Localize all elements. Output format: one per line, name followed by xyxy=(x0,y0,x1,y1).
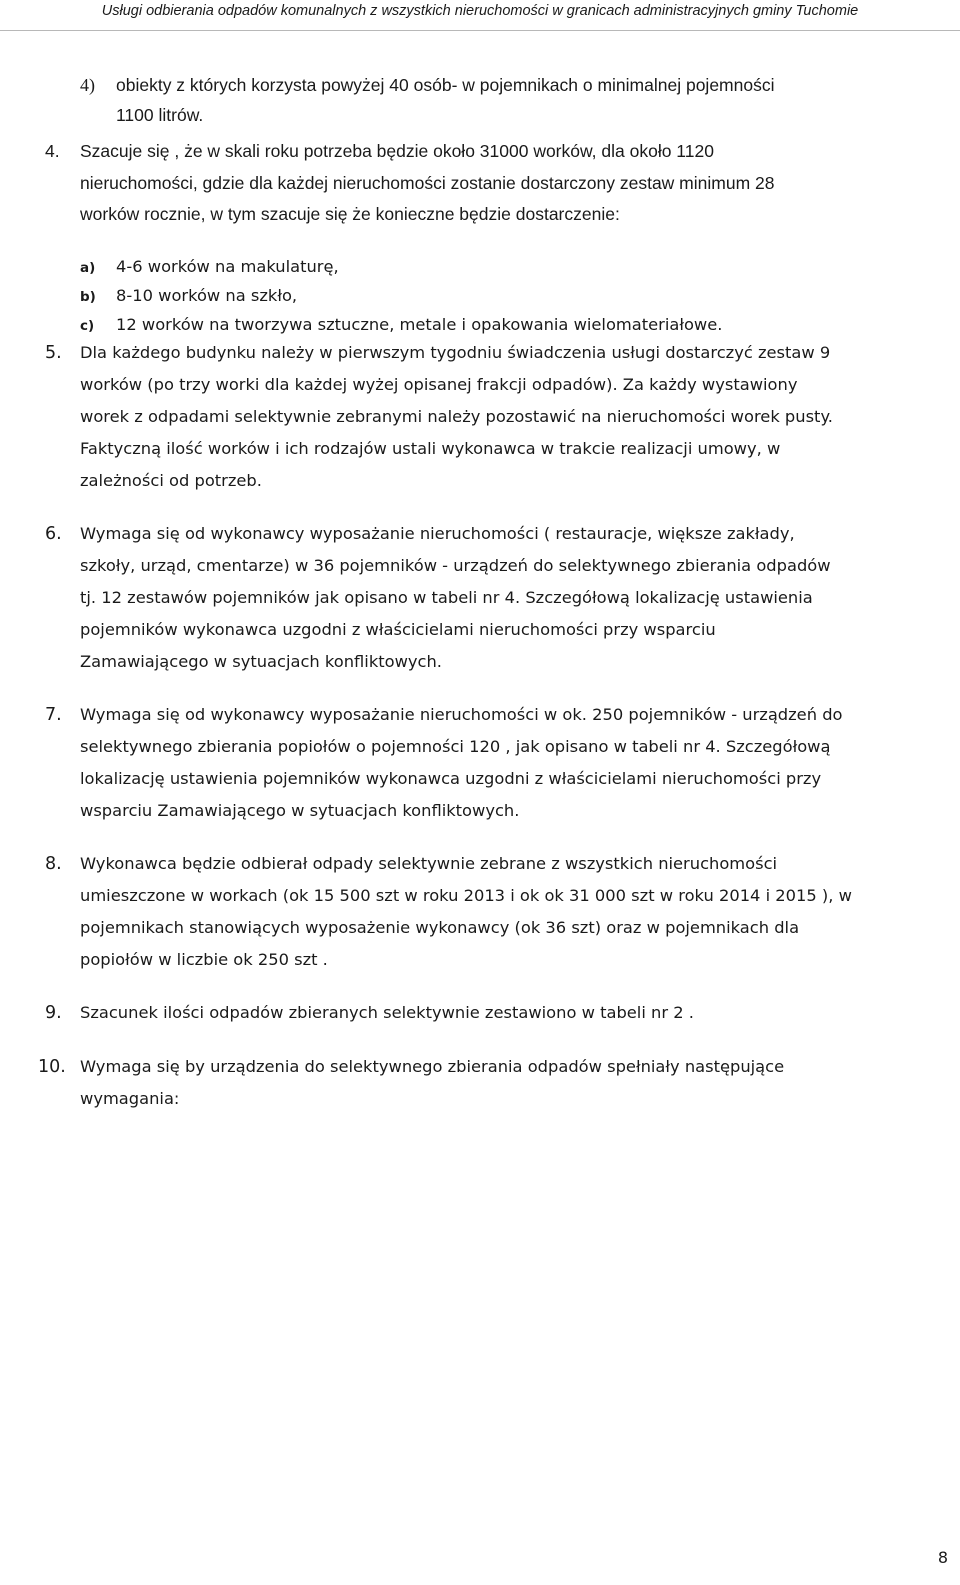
item-line: Szacuje się , że w skali roku potrzeba będzie około 31000 worków, dla około 1120 xyxy=(80,141,714,161)
item-line: Wymaga się by urządzenia do selektywnego zbierania odpadów spełniały następujące xyxy=(80,1057,785,1076)
item-line: zależności od potrzeb. xyxy=(80,471,262,490)
item-number: 6. xyxy=(45,524,62,544)
item-number: 7. xyxy=(45,705,62,725)
item-line: Wymaga się od wykonawcy wyposażanie nieruchomości ( restauracje, większe zakłady, xyxy=(80,524,795,543)
item-line: tj. 12 zestawów pojemników jak opisano w tabeli nr 4. Szczegółową lokalizację ustawienia xyxy=(80,588,813,607)
item-line: worek z odpadami selektywnie zebranymi należy pozostawić na nieruchomości worek pusty. xyxy=(80,407,833,426)
item-line: szkoły, urząd, cmentarze) w 36 pojemników - urządzeń do selektywnego zbierania odpadów xyxy=(80,556,831,575)
subitem-text: 4-6 worków na makulaturę, xyxy=(116,257,339,276)
item-number: 4. xyxy=(45,141,60,161)
item-number: 9. xyxy=(45,1003,62,1023)
subitem-letter: b) xyxy=(80,289,96,305)
item-line: worków rocznie, w tym szacuje się że konieczne będzie dostarczenie: xyxy=(80,204,620,224)
item-line: 1100 litrów. xyxy=(116,105,204,125)
item-line: wymagania: xyxy=(80,1089,180,1108)
item-line: Wykonawca będzie odbierał odpady selektywnie zebrane z wszystkich nieruchomości xyxy=(80,854,778,873)
item-line: pojemnikach stanowiących wyposażenie wykonawcy (ok 36 szt) oraz w pojemnikach dla xyxy=(80,918,800,937)
subitem-letter: c) xyxy=(80,318,95,334)
item-number: 10. xyxy=(38,1057,66,1077)
item-line: pojemników wykonawca uzgodni z właścicielami nieruchomości przy wsparciu xyxy=(80,620,716,639)
page-number: 8 xyxy=(937,1548,948,1567)
item-line: wsparciu Zamawiającego w sytuacjach konfliktowych. xyxy=(80,801,520,820)
item-line: selektywnego zbierania popiołów o pojemności 120 , jak opisano w tabeli nr 4. Szczegółową xyxy=(80,737,831,756)
subitem-text: 8-10 worków na szkło, xyxy=(116,286,298,305)
item-line: Faktyczną ilość worków i ich rodzajów ustali wykonawca w trakcie realizacji umowy, w xyxy=(80,439,781,458)
item-number: 8. xyxy=(45,854,62,874)
page-header xyxy=(0,0,960,31)
item-line: Dla każdego budynku należy w pierwszym tygodniu świadczenia usługi dostarczyć zestaw 9 xyxy=(80,343,831,362)
item-line: lokalizację ustawienia pojemników wykonawca uzgodni z właścicielami nieruchomości przy xyxy=(80,769,822,788)
header-title: Usługi odbierania odpadów komunalnych z wszystkich nieruchomości w granicach administracyjnych gminy Tuchomie xyxy=(101,3,859,19)
item-line: obiekty z których korzysta powyżej 40 osób- w pojemnikach o minimalnej pojemności xyxy=(116,75,775,95)
subitem-letter: a) xyxy=(80,260,96,276)
item-line: worków (po trzy worki dla każdej wyżej opisanej frakcji odpadów). Za każdy wystawiony xyxy=(80,375,798,394)
item-line: Zamawiającego w sytuacjach konfliktowych. xyxy=(80,652,442,671)
item-line: Szacunek ilości odpadów zbieranych selektywnie zestawiono w tabeli nr 2 . xyxy=(80,1003,694,1022)
subitem-text: 12 worków na tworzywa sztuczne, metale i opakowania wielomateriałowe. xyxy=(116,315,723,334)
item-number: 5. xyxy=(45,343,62,363)
item-line: Wymaga się od wykonawcy wyposażanie nieruchomości w ok. 250 pojemników - urządzeń do xyxy=(80,705,843,724)
item-line: umieszczone w workach (ok 15 500 szt w roku 2013 i ok ok 31 000 szt w roku 2014 i 2015 ), w xyxy=(80,886,852,905)
item-line: popiołów w liczbie ok 250 szt . xyxy=(80,950,328,969)
item-line: nieruchomości, gdzie dla każdej nieruchomości zostanie dostarczony zestaw minimum 28 xyxy=(80,173,775,193)
item-number: 4) xyxy=(80,75,95,95)
